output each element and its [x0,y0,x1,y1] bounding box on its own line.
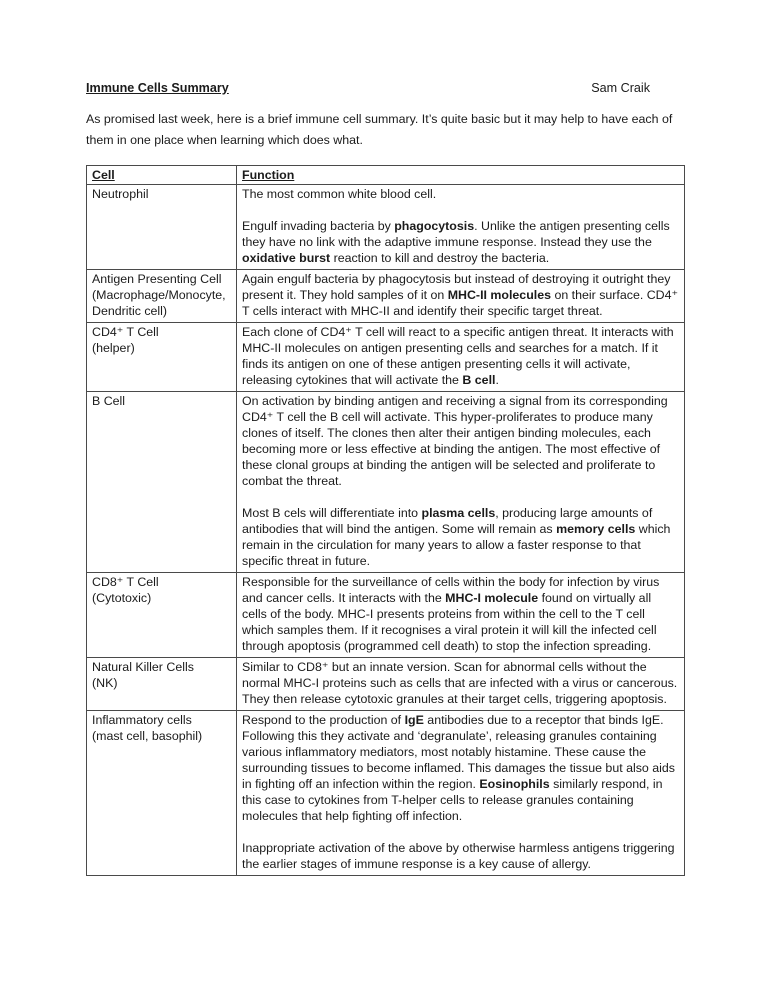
cell-function [237,270,685,323]
table-row [87,185,685,270]
function-paragraph: Similar to CD8⁺ but an innate version. Scan for abnormal cells without the normal MHC-I proteins such as cells that are infected with a virus or cancerous. They then release cytotoxic granules at their target cells, triggering apoptosis. [242,660,678,706]
cell-function [237,323,685,392]
cell-name: CD8⁺ T Cell (Cytotoxic) [87,573,237,658]
column-header-cell-label: Cell [92,168,115,182]
function-paragraph: Most B cels will differentiate into plasma cells, producing large amounts of antibodies that will bind the antigen. Some will remain as memory cells which remain in the circulation for many years to allow a faster response to that specific threat in future. [242,506,671,568]
table-row [87,270,685,323]
cell-function [237,658,685,711]
page-title: Immune Cells Summary [86,81,229,95]
intro-paragraph: As promised last week, here is a brief immune cell summary. It’s quite basic but it may help to have each of them in one place when learning which does what. [86,112,673,147]
cell-function [237,711,685,876]
function-paragraph: Respond to the production of IgE antibodies due to a receptor that binds IgE. Following this they activate and ‘degranulate’, releasing granules containing various inflammatory mediators, most notably histamine. These cause the surrounding tissues to become inflamed. This damages the tissue but also aids in fighting off an infection within the region. Eosinophils similarly respond, in this case to cytokines from T-helper cells to release granules containing molecules that help fighting off infection. [242,713,675,823]
cell-name: Antigen Presenting Cell (Macrophage/Monocyte, Dendritic cell) [87,270,237,323]
cell-function [237,573,685,658]
function-paragraph: Responsible for the surveillance of cells within the body for infection by virus and cancer cells. It interacts with the MHC-I molecule found on virtually all cells of the body. MHC-I presents proteins from within the cell to the T cell which samples them. If it recognises a viral protein it will kill the infected cell through apoptosis (programmed cell death) to stop the infection spreading. [242,575,660,653]
function-paragraph: The most common white blood cell. [242,187,437,201]
function-paragraph: Again engulf bacteria by phagocytosis but instead of destroying it outright they present it. They hold samples of it on MHC-II molecules on their surface. CD4⁺ T cells interact with MHC-II and identify their specific target threat. [242,272,679,318]
table-row [87,573,685,658]
cell-name: CD4⁺ T Cell (helper) [87,323,237,392]
function-paragraph: Engulf invading bacteria by phagocytosis. Unlike the antigen presenting cells they have no link with the adaptive immune response. Instead they use the oxidative burst reaction to kill and destroy the bacteria. [242,219,670,265]
function-paragraph: On activation by binding antigen and receiving a signal from its corresponding CD4⁺ T cell the B cell will activate. This hyper-proliferates to produce many clones of itself. The clones then alter their antigen binding molecules, each becoming more or less effective at binding the antigen. The most effective of these clonal groups at binding the antigen will be selected and proliferate to combat the threat. [242,394,668,488]
cell-name: Inflammatory cells (mast cell, basophil) [87,711,237,876]
cell-name: Neutrophil [87,185,237,270]
author-name: Sam Craik [591,81,650,95]
table-row [87,323,685,392]
function-paragraph: Inappropriate activation of the above by otherwise harmless antigens triggering the earlier stages of immune response is a key cause of allergy. [242,841,675,871]
table-header-row [87,166,685,185]
document-header [86,80,684,97]
cell-name: B Cell [87,392,237,573]
column-header-function [237,166,685,185]
function-paragraph: Each clone of CD4⁺ T cell will react to a specific antigen threat. It interacts with MHC-II molecules on antigen presenting cells and searches for a match. If it finds its antigen on one of these antigen presenting cells it will activate, releasing cytokines that will activate the B cell. [242,325,674,387]
column-header-cell [87,166,237,185]
immune-cells-table [86,165,685,876]
table-row [87,392,685,573]
table-row [87,658,685,711]
cell-function [237,185,685,270]
table-row [87,711,685,876]
cell-function [237,392,685,573]
column-header-function-label: Function [242,168,295,182]
cell-name: Natural Killer Cells (NK) [87,658,237,711]
immune-table-body [87,185,685,876]
